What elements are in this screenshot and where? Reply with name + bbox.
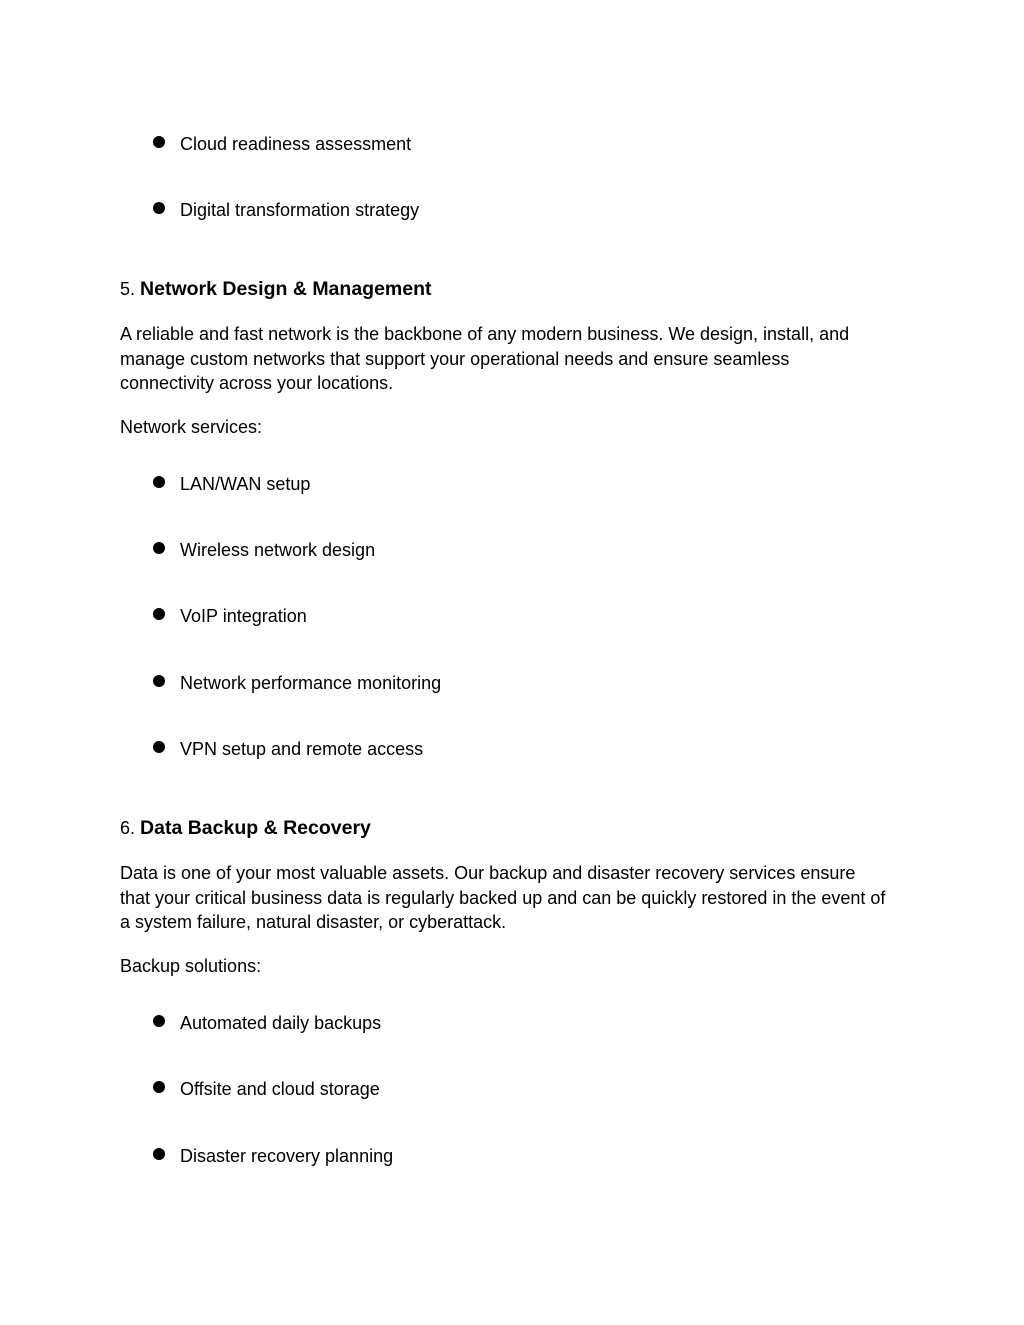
list-item xyxy=(153,1011,381,1035)
bullet-icon xyxy=(153,476,165,488)
list-label-backup: Backup solutions: xyxy=(120,956,262,976)
section-paragraph-backup xyxy=(120,861,910,935)
section-heading-network xyxy=(120,276,432,302)
bullet-icon xyxy=(153,675,165,687)
section-paragraph-network xyxy=(120,322,910,396)
bullet-icon xyxy=(153,741,165,753)
bullet-icon xyxy=(153,1015,165,1027)
paragraph-line: a system failure, natural disaster, or cyberattack. xyxy=(120,912,507,932)
paragraph-line: A reliable and fast network is the backbone of any modern business. We design, install, and xyxy=(120,324,850,344)
bullet-icon xyxy=(153,1148,165,1160)
paragraph-line: Data is one of your most valuable assets. Our backup and disaster recovery services ensure xyxy=(120,863,856,883)
list-item-text: Disaster recovery planning xyxy=(180,1146,394,1166)
list-item-text: Wireless network design xyxy=(180,540,376,560)
list-item xyxy=(153,1077,380,1101)
bullet-icon xyxy=(153,136,165,148)
list-item-text: Network performance monitoring xyxy=(180,673,442,693)
list-item xyxy=(153,198,419,222)
list-item-text: Offsite and cloud storage xyxy=(180,1079,380,1099)
list-item-text: Automated daily backups xyxy=(180,1013,382,1033)
section-number: 5. xyxy=(120,279,136,299)
paragraph-line: manage custom networks that support your operational needs and ensure seamless xyxy=(120,348,790,369)
bullet-icon xyxy=(153,202,165,214)
list-item xyxy=(153,671,441,695)
section-title: Network Design & Management xyxy=(140,278,432,300)
list-item-text: Digital transformation strategy xyxy=(180,200,420,220)
bullet-icon xyxy=(153,1081,165,1093)
section-heading-backup xyxy=(120,815,371,841)
list-item-text: VoIP integration xyxy=(180,606,307,626)
list-item xyxy=(153,538,375,562)
bullet-icon xyxy=(153,608,165,620)
list-item-text: VPN setup and remote access xyxy=(180,739,424,759)
list-item xyxy=(153,604,307,628)
section-title: Data Backup & Recovery xyxy=(140,817,371,839)
section-number: 6. xyxy=(120,818,136,838)
list-label-network: Network services: xyxy=(120,417,263,437)
paragraph-line: that your critical business data is regularly backed up and can be quickly restored in the event of xyxy=(120,887,886,908)
list-item xyxy=(153,1144,393,1168)
list-item xyxy=(153,132,411,156)
bullet-icon xyxy=(153,542,165,554)
list-item xyxy=(153,737,423,761)
list-item-text: LAN/WAN setup xyxy=(180,474,311,494)
list-item-text: Cloud readiness assessment xyxy=(180,134,412,154)
list-item xyxy=(153,472,310,496)
paragraph-line: connectivity across your locations. xyxy=(120,373,394,393)
